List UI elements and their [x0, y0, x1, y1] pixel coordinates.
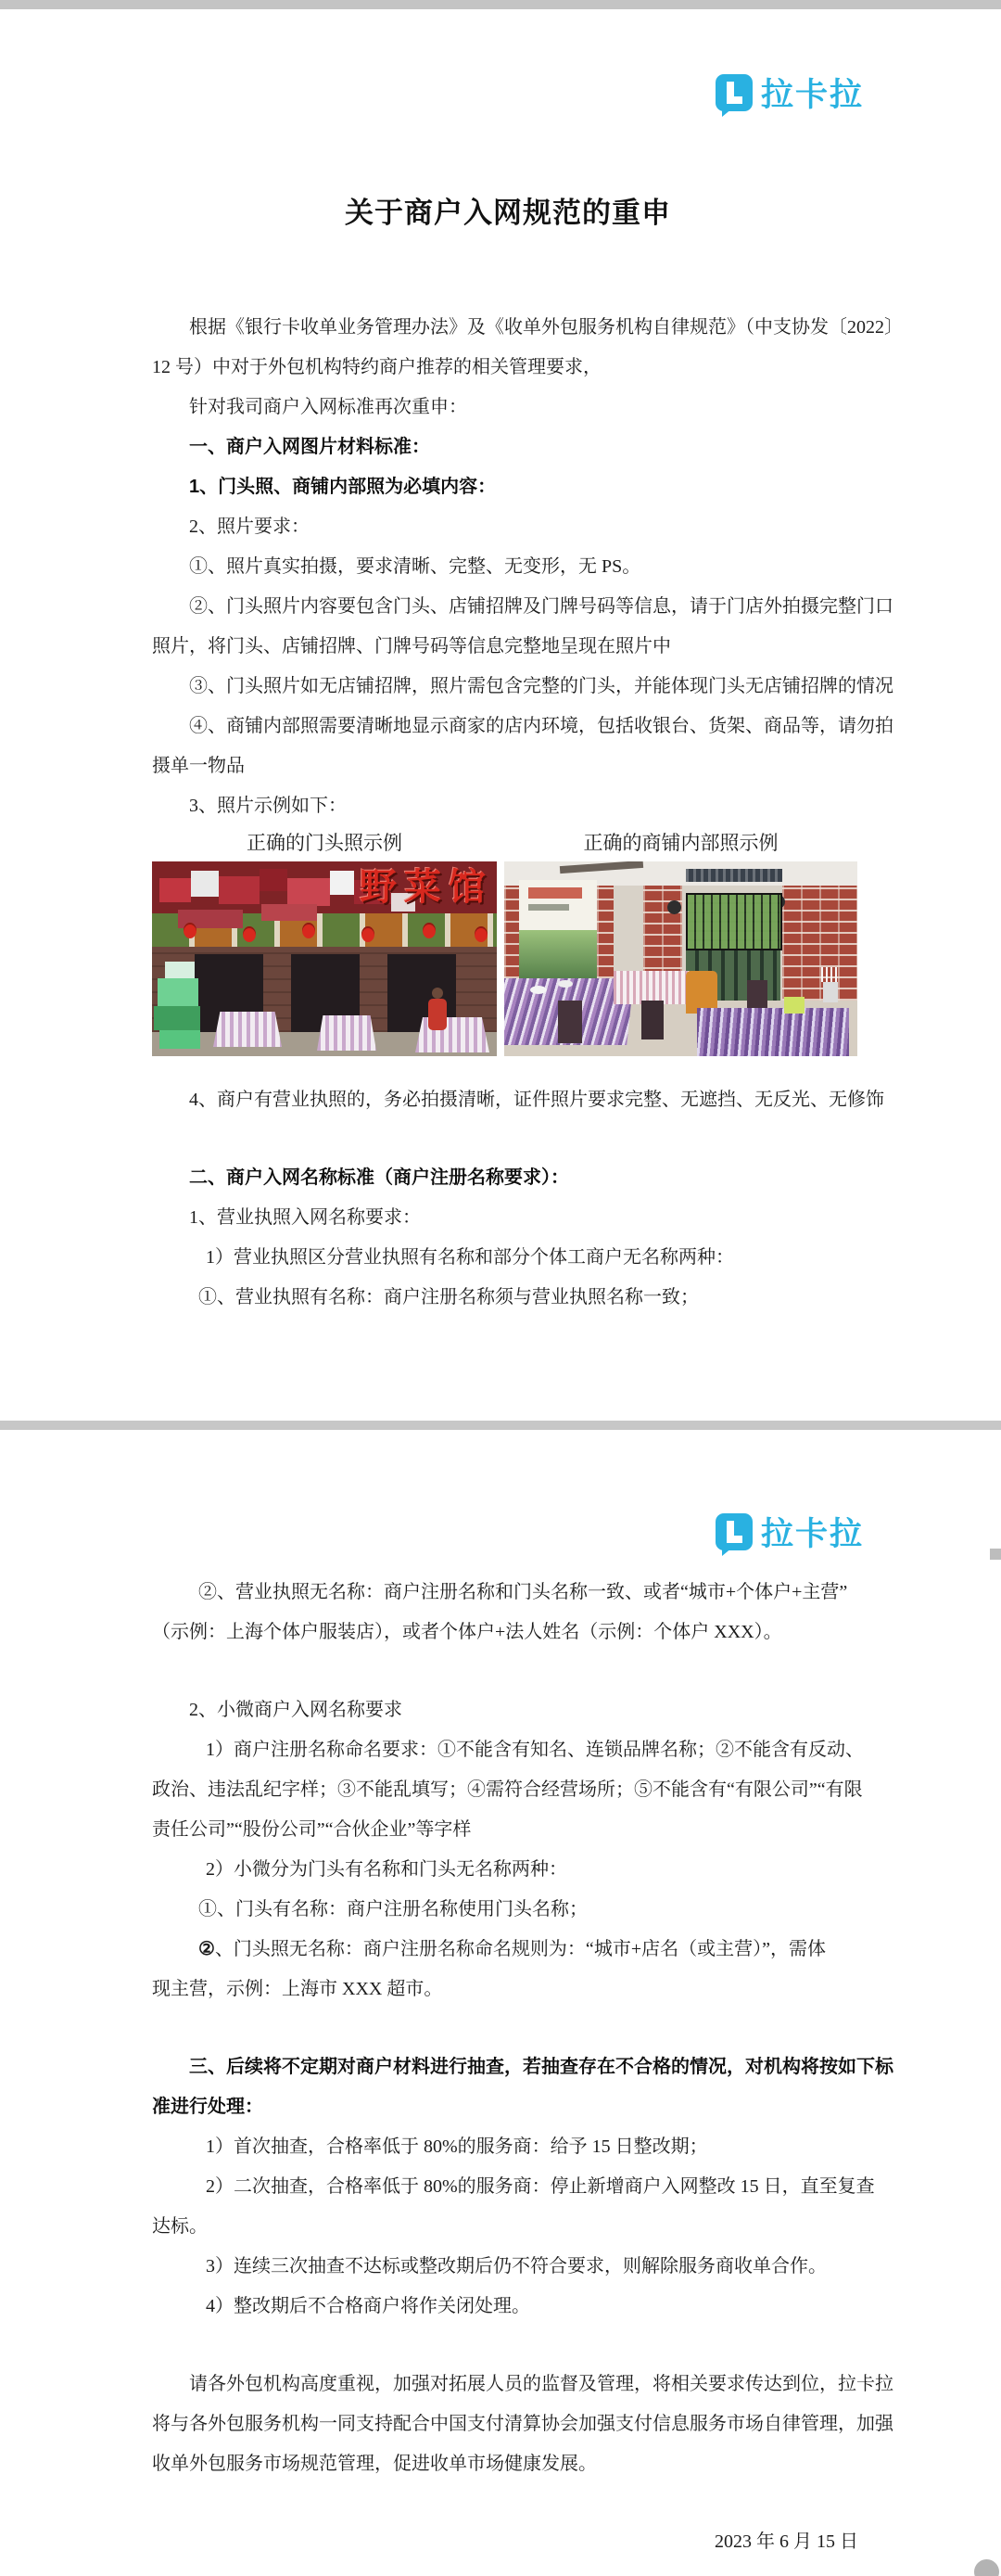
- doc-line: 照片，将门头、店铺招牌、门牌号码等信息完整地呈现在照片中: [152, 636, 671, 657]
- subsection-heading: 1、门头照、商铺内部照为必填内容：: [189, 477, 497, 497]
- document-page-2: [0, 1430, 1001, 2576]
- storefront-example-photo: [152, 861, 497, 1056]
- censored-mosaic: [261, 904, 317, 921]
- doc-line: 4）整改期后不合格商户将作关闭处理。: [206, 2296, 530, 2316]
- censored-mosaic: [159, 878, 191, 902]
- lantern: [361, 926, 374, 942]
- napkin-box: [784, 997, 805, 1014]
- lantern: [302, 923, 315, 938]
- top-edge-strip: [0, 0, 1001, 9]
- outdoor-table: [317, 1015, 376, 1051]
- section-heading-3: 三、后续将不定期对商户材料进行抽查，若抽查存在不合格的情况，对机构将按如下标: [189, 2057, 893, 2077]
- doc-line: 2、照片要求：: [189, 516, 310, 537]
- document-page-1: [0, 9, 1001, 1421]
- doc-line: ①、门头有名称：商户注册名称使用门头名称；: [198, 1899, 588, 1919]
- lantern: [475, 926, 488, 942]
- doc-line: ③、门头照片如无店铺招牌，照片需包含完整的门头，并能体现门头无店铺招牌的情况: [189, 676, 893, 696]
- lakala-logo-icon: [716, 74, 753, 111]
- stacked-crates: [158, 978, 198, 1006]
- outdoor-table: [415, 1017, 489, 1052]
- interior-example-photo: [504, 861, 857, 1056]
- censored-mosaic: [191, 871, 219, 897]
- doc-line: 收单外包服务市场规范管理，促进收单市场健康发展。: [152, 2454, 597, 2474]
- censored-mosaic: [219, 876, 260, 904]
- storefront-signboard: [152, 861, 497, 913]
- doc-line: ①、照片真实拍摄，要求清晰、完整、无变形，无 PS。: [189, 556, 641, 577]
- doc-line: 请各外包机构高度重视，加强对拓展人员的监督及管理，将相关要求传达到位，拉卡拉: [189, 2374, 893, 2394]
- doc-line: 4、商户有营业执照的，务必拍摄清晰，证件照片要求完整、无遮挡、无反光、无修饰: [189, 1090, 884, 1110]
- photo-captions: [152, 828, 864, 858]
- scrollbar-artifact: [990, 1549, 1001, 1560]
- caption-interior-example: 正确的商铺内部照示例: [583, 832, 779, 854]
- doc-line: 2、小微商户入网名称要求: [189, 1700, 402, 1720]
- doc-line: 3、照片示例如下：: [189, 796, 347, 816]
- doc-line: 将与各外包服务机构一同支持配合中国支付清算协会加强支付信息服务市场自律管理，加强: [152, 2414, 893, 2434]
- doc-line: 1）首次抽查，合格率低于 80%的服务商：给予 15 日整改期；: [206, 2136, 708, 2157]
- wall-fan: [667, 900, 681, 914]
- dishes: [530, 986, 547, 994]
- doc-line: 政治、违法乱纪字样；③不能乱填写；④需符合经营场所；⑤不能含有“有限公司”“有限: [152, 1779, 863, 1800]
- banner-text-bar: [528, 904, 569, 911]
- section-heading-1: 一、商户入网图片材料标准：: [189, 437, 430, 457]
- doc-line: ②、营业执照无名称：商户注册名称和门头名称一致、或者“城市+个体户+主营”: [198, 1582, 848, 1602]
- doc-line: [152, 1930, 864, 1970]
- stacked-crates: [154, 1006, 200, 1030]
- wall-banner: [519, 880, 597, 984]
- censored-mosaic: [330, 871, 354, 895]
- lakala-logo-icon: [716, 1513, 753, 1550]
- bold-circled-2: ②: [198, 1939, 215, 1959]
- doc-line: ④、商铺内部照需要清晰地显示商家的店内环境，包括收银台、货架、商品等，请勿拍: [189, 716, 893, 736]
- doc-line: 1）营业执照区分营业执照有名称和部分个体工商户无名称两种：: [206, 1247, 734, 1268]
- page-title: 关于商户入网规范的重申: [345, 197, 671, 229]
- page-divider: [0, 1421, 1001, 1430]
- doc-line: 1）商户注册名称命名要求：①不能含有知名、连锁品牌名称；②不能含有反动、: [206, 1740, 864, 1760]
- stacked-crates: [159, 1030, 200, 1049]
- banner-landscape: [519, 930, 597, 984]
- dining-table: [614, 971, 690, 1004]
- document-date: 2023 年 6 月 15 日: [715, 2531, 858, 2552]
- doc-line: 责任公司”“股份公司”“合伙企业”等字样: [152, 1819, 472, 1840]
- doc-line: 摄单一物品: [152, 756, 245, 776]
- brand-logo: [152, 9, 864, 113]
- stacked-crates: [165, 962, 195, 978]
- section-heading-3-cont: 准进行处理：: [152, 2097, 263, 2117]
- outdoor-table: [213, 1012, 282, 1047]
- sign-text: 野菜馆: [360, 867, 493, 908]
- logo-text: 拉卡拉: [760, 1516, 864, 1552]
- doc-line-text: 、门头照无名称：商户注册名称命名规则为：“城市+店名（或主营）”，需体: [214, 1939, 826, 1959]
- doc-line: ①、营业执照有名称：商户注册名称须与营业执照名称一致；: [198, 1287, 699, 1307]
- doc-line: 2）二次抽查，合格率低于 80%的服务商：停止新增商户入网整改 15 日，直至复查: [206, 2176, 875, 2197]
- section-heading-2: 二、商户入网名称标准（商户注册名称要求）：: [189, 1167, 569, 1188]
- logo-letter-shape: [727, 82, 742, 104]
- page2-body: [152, 1573, 893, 2562]
- page1-body: [152, 308, 903, 1318]
- doc-line: ②、门头照片内容要包含门头、店铺招牌及门牌号码等信息，请于门店外拍摄完整门口: [189, 596, 893, 617]
- doc-line: 1、营业执照入网名称要求：: [189, 1207, 421, 1228]
- doc-line: 针对我司商户入网标准再次重申：: [189, 397, 467, 417]
- chair: [641, 1001, 664, 1039]
- ceiling-vent: [686, 869, 782, 882]
- logo-letter-shape: [727, 1521, 742, 1543]
- person: [432, 988, 443, 999]
- censored-mosaic: [260, 869, 287, 891]
- banner-text-bar: [528, 887, 582, 899]
- doc-line: 3）连续三次抽查不达标或整改期后仍不符合要求，则解除服务商收单合作。: [206, 2256, 827, 2276]
- doc-line: 达标。: [152, 2216, 208, 2237]
- lantern: [243, 926, 256, 942]
- menu-screen: [686, 893, 782, 950]
- example-photos: [152, 861, 864, 1056]
- doc-line: 现主营，示例：上海市 XXX 超市。: [152, 1979, 443, 1999]
- caption-storefront-example: 正确的门头照示例: [247, 832, 402, 854]
- lantern: [423, 923, 436, 938]
- doc-line: 12 号）中对于外包机构特约商户推荐的相关管理要求，: [152, 357, 602, 377]
- dining-table: [697, 1008, 849, 1056]
- doc-line: 2）小微分为门头有名称和门头无名称两种：: [206, 1859, 567, 1880]
- logo-text: 拉卡拉: [760, 77, 864, 113]
- doc-line: （示例：上海个体户服装店），或者个体户+法人姓名（示例：个体户 XXX）。: [152, 1622, 782, 1642]
- dishes: [558, 980, 573, 988]
- chair: [558, 1001, 582, 1043]
- doc-line: 根据《银行卡收单业务管理办法》及《收单外包服务机构自律规范》（中支协发〔2022〕: [189, 317, 903, 338]
- chopsticks: [821, 967, 840, 982]
- person: [428, 999, 447, 1030]
- chopstick-cup: [823, 982, 838, 1002]
- lantern: [184, 923, 196, 938]
- brand-logo: [152, 1430, 864, 1552]
- censored-mosaic: [287, 878, 330, 906]
